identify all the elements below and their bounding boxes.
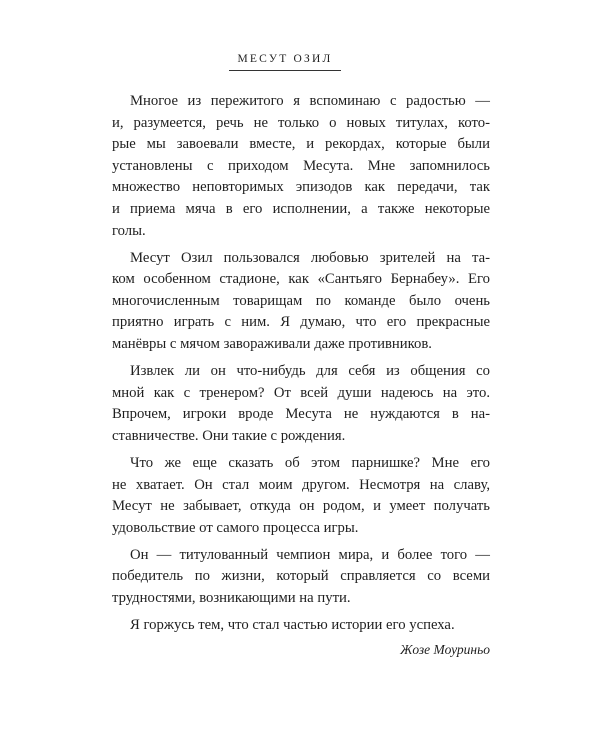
text-line: Впрочем, игроки вроде Месута не нуждаются в на- xyxy=(112,406,490,423)
text-line: Месут не забывает, откуда он родом, и умеет получать xyxy=(112,498,490,515)
text-line: Я горжусь тем, что стал частью истории его успеха. xyxy=(130,617,455,634)
running-head: МЕСУТ ОЗИЛ xyxy=(229,53,341,71)
text-line: Месут Озил пользовался любовью зрителей на та- xyxy=(130,249,490,266)
text-line: победитель по жизни, который справляется со всеми xyxy=(112,568,490,585)
signature: Жозе Моуриньо xyxy=(400,641,490,657)
text-line: Многое из пережитого я вспоминаю с радостью — xyxy=(130,93,490,109)
paragraph-6 xyxy=(112,615,490,637)
text-line: не хватает. Он стал моим другом. Несмотря на славу, xyxy=(112,476,490,493)
text-block xyxy=(112,91,490,660)
text-line: Что же еще сказать об этом парнишке? Мне его xyxy=(130,455,490,471)
paragraph-5 xyxy=(112,545,490,610)
paragraph-1 xyxy=(112,91,490,242)
text-line: голы. xyxy=(112,222,146,239)
text-line: Он — титулованный чемпион мира, и более того — xyxy=(130,546,490,563)
text-line: Извлек ли он что-нибудь для себя из общения со xyxy=(130,363,490,380)
text-line: приятно играть с ним. Я думаю, что его прекрасные xyxy=(112,314,490,331)
text-line: манёвры с мячом завораживали даже противников. xyxy=(112,336,432,353)
paragraph-3 xyxy=(112,361,490,447)
text-line: рые мы завоевали вместе, и рекордах, которые были xyxy=(112,136,490,153)
text-line: установлены с приходом Месута. Мне запомнилось xyxy=(112,157,490,174)
text-line: ком особенном стадионе, как «Сантьяго Бернабеу». Его xyxy=(112,271,490,288)
text-line: трудностями, возникающими на пути. xyxy=(112,590,351,607)
text-line: ставничестве. Они такие с рождения. xyxy=(112,427,346,444)
text-line: и приема мяча в его исполнении, а также некоторые xyxy=(112,200,490,217)
text-line: многочисленным товарищам по команде было очень xyxy=(112,292,490,309)
paragraph-2 xyxy=(112,248,490,356)
text-line: множество неповторимых эпизодов как передачи, так xyxy=(112,179,490,196)
text-line: и, разумеется, речь не только о новых титулах, кото- xyxy=(112,114,490,131)
text-line: мной как с тренером? От всей души надеюсь на это. xyxy=(112,384,490,401)
text-line: удовольствие от самого процесса игры. xyxy=(112,519,359,536)
paragraph-4 xyxy=(112,453,490,539)
